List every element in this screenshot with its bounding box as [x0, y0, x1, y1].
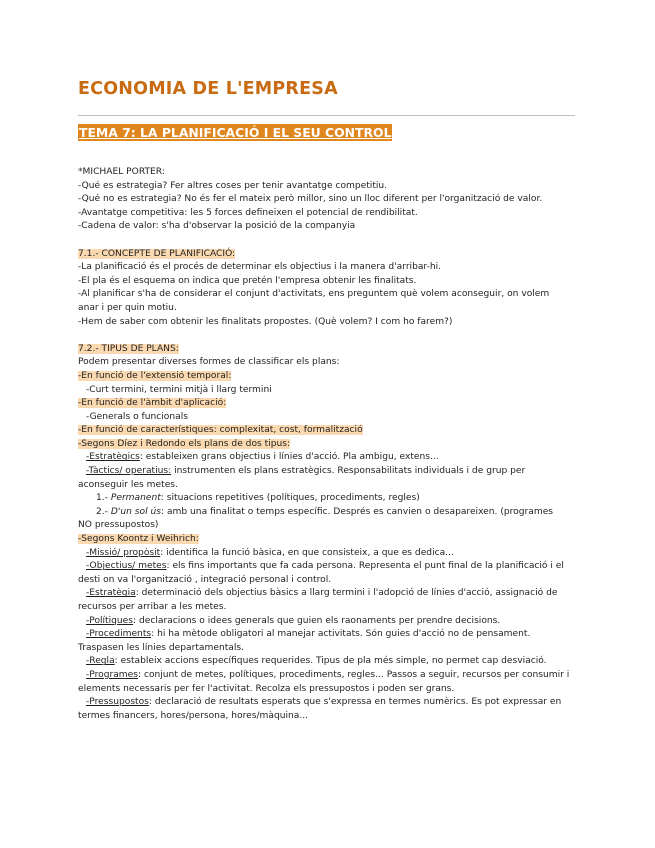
concept-line: anar i per quin motiu. [78, 302, 177, 313]
term-definition: : identifica la funció bàsica, en que consisteix, a que es dedica... [160, 547, 454, 558]
plan-type-objectives [78, 560, 578, 574]
plan-type-strategy [78, 587, 578, 601]
classification-characteristics: -En funció de característiques: complexitat, cost, formalització [78, 425, 363, 436]
spacer [78, 234, 578, 248]
continuation-line: NO pressupostos) [78, 520, 159, 531]
spacer [78, 329, 578, 343]
term-definition: : estableixen grans objectius i línies d'acció. Pla ambigu, extens... [139, 452, 439, 463]
term-label: -Programes [86, 669, 138, 680]
term-definition: : estableix accions específiques requerides. Tipus de pla més simple, no permet cap desviació. [114, 656, 547, 667]
porter-line: -Avantatge competitiva: les 5 forces defineixen el potencial de rendibilitat. [78, 207, 418, 218]
plan-type-rule [78, 655, 578, 669]
concept-line: -Hem de saber com obtenir les finalitats propostes. (Què volem? I com ho farem?) [78, 316, 453, 327]
plan-type-budgets [78, 696, 578, 710]
term-definition: : els fins importants que fa cada persona. Representa el punt final de la planificació i el [166, 561, 564, 572]
term-label: -Pressupostos [86, 697, 149, 708]
term-definition: : determinació dels objectius bàsics a llarg termini i l'adopció de línies d'acció, assignació de [135, 588, 558, 599]
term-label: -Tàctics/ operatius: [86, 466, 172, 477]
term-label: D'un sol ús [110, 506, 161, 517]
continuation-line: elements necessaris per fer l'activitat. Recolza els pressupostos i poden ser grans. [78, 683, 455, 694]
title-divider [78, 115, 575, 116]
section-7-2-heading: 7.2.- TIPUS DE PLANS: [78, 343, 179, 354]
classification-temporal: -En funció de l'extensió temporal: [78, 370, 232, 381]
concept-line: -Al planificar s'ha de considerar el conjunt d'activitats, ens preguntem què volem aconseguir, on volem [78, 289, 550, 300]
classification-item: -Curt termini, termini mitjà i llarg termini [86, 384, 272, 395]
term-definition: : declaració de resultats esperats que s'expressa en termes numèrics. Es pot expressar en [148, 697, 562, 708]
plan-type-mission [78, 547, 578, 561]
term-label: -Procediments [86, 629, 152, 640]
classification-item: -Generals o funcionals [86, 411, 188, 422]
term-label: -Estratègia [86, 588, 136, 599]
continuation-line: Traspasen les línies departamentals. [78, 642, 245, 653]
item-number: 2.- [96, 506, 111, 517]
plan-type-programs [78, 669, 578, 683]
section-7-1-heading: 7.1.- CONCEPTE DE PLANIFICACIÓ: [78, 248, 236, 259]
term-definition: instrumenten els plans estratègics. Responsabilitats individuals i de grup per [171, 466, 526, 477]
term-label: -Polítiques [86, 615, 134, 626]
term-definition: : declaracions o idees generals que guien els raonaments per prendre decisions. [133, 615, 501, 626]
plan-subtype-permanent [78, 492, 578, 506]
document-body [78, 166, 578, 723]
plan-subtype-single-use [78, 506, 578, 520]
classification-diez-redondo: -Segons Díez i Redondo els plans de dos tipus: [78, 438, 291, 449]
plan-type-tactical [78, 465, 578, 479]
term-definition: : hi ha mètode obligatori al manejar activitats. Són guies d'acció no de pensament. [151, 629, 531, 640]
continuation-line: recursos per arribar a les metes. [78, 602, 227, 612]
continuation-line: aconseguir les metes. [78, 479, 178, 490]
term-definition: : amb una finalitat o temps específic. Després es canvien o desapareixen. (programes [161, 506, 554, 517]
porter-heading: *MICHAEL PORTER: [78, 167, 165, 177]
document-title: ECONOMIA DE L'EMPRESA [78, 79, 338, 99]
concept-line: -La planificació és el procés de determinar els objectius i la manera d'arribar-hi. [78, 262, 442, 273]
topic-heading: TEMA 7: LA PLANIFICACIÓ I EL SEU CONTROL [79, 125, 392, 140]
term-label: -Objectius/ metes [86, 561, 167, 572]
item-number: 1.- [96, 493, 111, 504]
term-definition: : situacions repetitives (polítiques, procediments, regles) [160, 493, 420, 504]
porter-line: -Qué es estrategia? Fer altres coses per tenir avantatge competitiu. [78, 180, 388, 191]
plan-type-procedures [78, 628, 578, 642]
porter-line: -Qué no es estrategia? No és fer el mateix però millor, sino un lloc diferent per l'organització de valor. [78, 194, 543, 205]
term-label: -Estratègics [86, 452, 140, 463]
classification-scope: -En funció de l'àmbit d'aplicació: [78, 398, 227, 409]
continuation-line: desti on va l'organització , integració personal i control. [78, 574, 332, 585]
term-label: -Regla [86, 656, 115, 667]
term-definition: : conjunt de metes, polítiques, procediments, regles... Passos a seguir, recursos per consumir i [137, 669, 570, 680]
continuation-line: termes financers, hores/persona, hores/màquina... [78, 710, 309, 721]
porter-line: -Cadena de valor: s'ha d'observar la posició de la companyia [78, 221, 356, 232]
term-label: -Missió/ propòsit [86, 547, 161, 558]
concept-line: -El pla és el esquema on indica que pretén l'empresa obtenir les finalitats. [78, 275, 417, 286]
plan-type-policies [78, 615, 578, 629]
plan-type-strategic [78, 451, 578, 465]
plans-intro: Podem presentar diverses formes de classificar els plans: [78, 357, 340, 368]
classification-koontz-weihrich: -Segons Koontz i Weihrich: [78, 534, 199, 545]
term-label: Permanent [110, 493, 161, 504]
